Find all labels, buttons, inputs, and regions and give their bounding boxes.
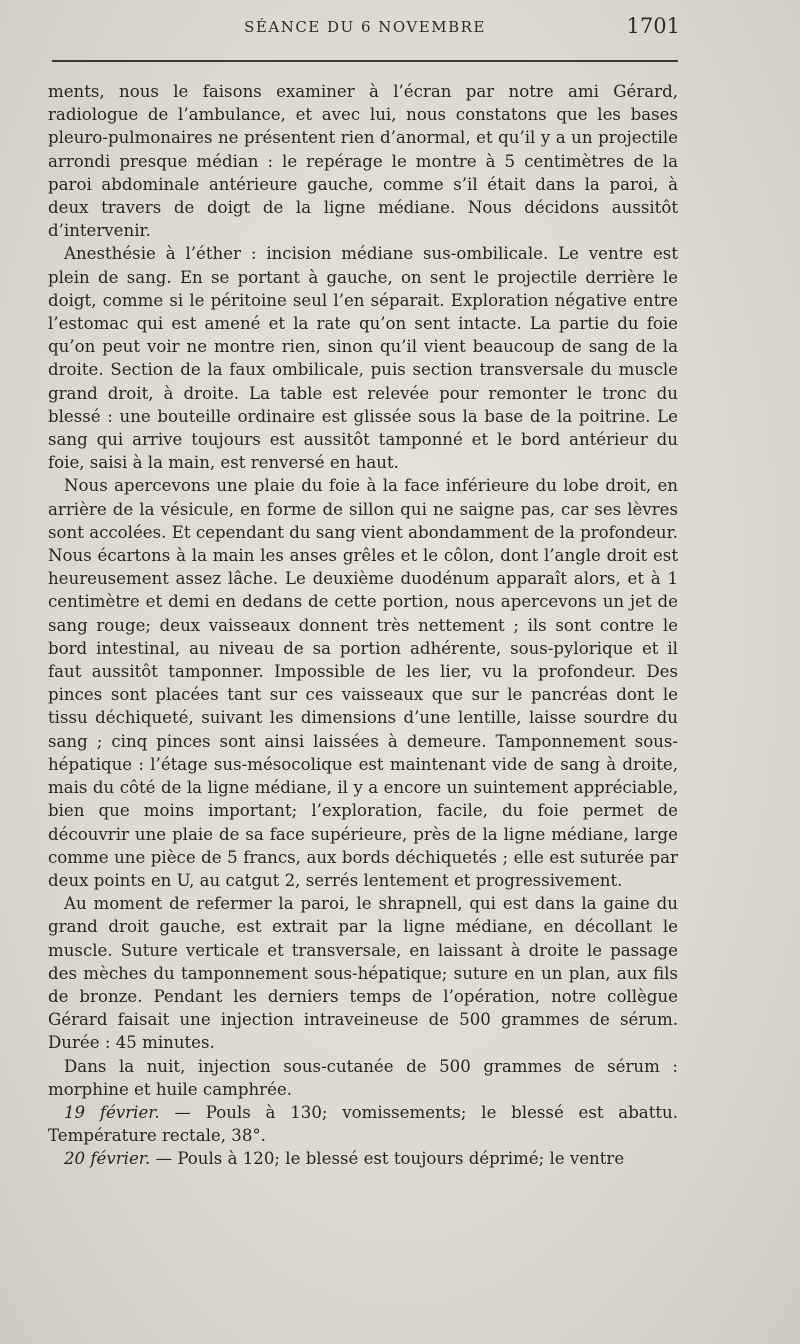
paragraph: Au moment de refermer la paroi, le shrapnell, qui est dans la gaine du grand droit gauche, est extrait par la ligne médiane, en décollant le muscle. Suture verticale et transversale, en laissant à droite le passage des mèches du tamponnement sous-hépatique; suture en un plan, aux fils de bronze. Pendant les derniers temps de l’opération, notre collègue Gérard faisait une injection intraveineuse de 500 grammes de sérum. Durée : 45 minutes. <box>48 894 678 1053</box>
paragraph: ments, nous le faisons examiner à l’écran par notre ami Gérard, radiologue de l’ambulance, et avec lui, nous constatons que les bases pleuro-pulmonaires ne présentent rien d’anormal, et qu’il y a un projectile arrondi presque médian : le repérage le montre à 5 centimètres de la paroi abdominale antérieure gauche, comme s’il était dans la paroi, à deux travers de doigt de la ligne médiane. Nous décidons aussitôt d’intervenir. <box>48 82 678 241</box>
body-text <box>48 80 678 1171</box>
entry-date: 19 février. <box>64 1102 160 1122</box>
page-header <box>50 12 680 46</box>
paragraph: Anesthésie à l’éther : incision médiane sus-ombilicale. Le ventre est plein de sang. En se portant à gauche, on sent le projectile derrière le doigt, comme si le péritoine seul l’en séparait. Exploration négative entre l’estomac qui est amené et la rate qu’on sent intacte. La partie du foie qu’on peut voir ne montre rien, sinon qu’il vient beaucoup de sang de la droite. Section de la faux ombilicale, puis section transversale du muscle grand droit, à droite. La table est relevée pour remonter le tronc du blessé : une bouteille ordinaire est glissée sous la base de la poitrine. Le sang qui arrive toujours est aussitôt tamponné et le bord antérieur du foie, saisi à la main, est renversé en haut. <box>48 244 678 473</box>
page-number: 1701 <box>626 14 680 38</box>
paragraph: Dans la nuit, injection sous-cutanée de 500 grammes de sérum : morphine et huile camphrée. <box>48 1056 678 1099</box>
running-title: SÉANCE DU 6 NOVEMBRE <box>244 18 486 36</box>
entry-text: — Pouls à 120; le blessé est toujours déprimé; le ventre <box>150 1149 625 1169</box>
dated-entry <box>48 1101 678 1147</box>
entry-date: 20 février. <box>64 1149 151 1169</box>
dated-entry <box>48 1147 678 1170</box>
paragraph: Nous apercevons une plaie du foie à la face inférieure du lobe droit, en arrière de la vésicule, en forme de sillon qui ne saigne pas, car ses lèvres sont accolées. Et cependant du sang vient abondamment de la profondeur. Nous écartons à la main les anses grêles et le côlon, dont l’angle droit est heureusement assez lâche. Le deuxième duodénum apparaît alors, et à 1 centimètre et demi en dedans de cette portion, nous apercevons un jet de sang rouge; deux vaisseaux donnent très nettement ; ils sont contre le bord intestinal, au niveau de sa portion adhérente, sous-pylorique et il faut aussitôt tamponner. Impossible de les lier, vu la profondeur. Des pinces sont placées tant sur ces vaisseaux que sur le pancréas dont le tissu déchiqueté, suivant les dimensions d’une lentille, laisse sourdre du sang ; cinq pinces sont ainsi laissées à demeure. Tamponnement sous-hépatique : l’étage sus-mésocolique est maintenant vide de sang à droite, mais du côté de la ligne médiane, il y a encore un suintement appréciable, bien que moins important; l’exploration, facile, du foie permet de découvrir une plaie de sa face supérieure, près de la ligne médiane, large comme une pièce de 5 francs, aux bords déchiquetés ; elle est suturée par deux points en U, au catgut 2, serrés lentement et progressivement. <box>48 476 678 890</box>
header-rule <box>52 60 678 62</box>
entry-text: — Pouls à 130; vomissements; le blessé est abattu. Température rectale, 38°. <box>48 1102 679 1146</box>
